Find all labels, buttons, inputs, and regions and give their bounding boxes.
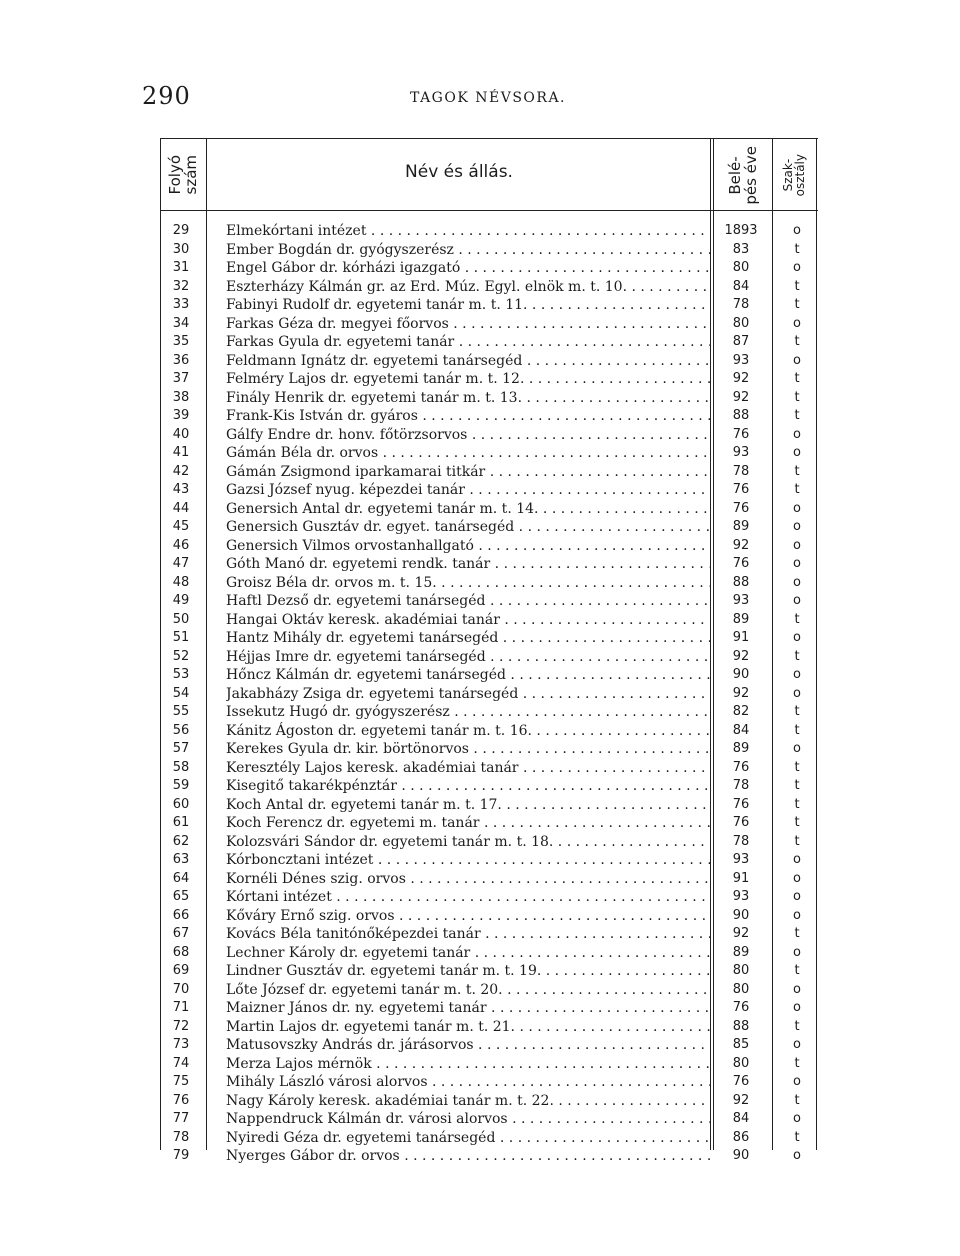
row-name: Gámán Zsigmond iparkamarai titkár . . . (226, 463, 710, 482)
row-section: t (794, 1018, 800, 1034)
row-year: 84 (732, 722, 750, 738)
row-name: Nyerges Gábor dr. orvos . . . (226, 1147, 710, 1166)
table-row (160, 925, 818, 944)
row-number: 51 (172, 630, 190, 645)
row-number: 44 (172, 500, 190, 516)
row-year: 88 (732, 1018, 750, 1034)
row-number: 36 (172, 352, 190, 368)
row-name: Farkas Gyula dr. egyetemi tanár . . . (226, 333, 710, 352)
row-number: 61 (172, 815, 190, 830)
row-section: o (793, 352, 801, 368)
row-year: 93 (732, 352, 750, 368)
row-name: Farkas Géza dr. megyei főorvos . . . (226, 315, 710, 334)
row-section: t (794, 482, 800, 497)
table-row (160, 870, 818, 889)
row-section: t (794, 1055, 800, 1071)
row-year: 80 (732, 963, 750, 978)
row-number: 77 (172, 1111, 190, 1126)
row-section: o (793, 315, 801, 331)
row-year: 76 (732, 482, 750, 497)
row-section: o (793, 1148, 801, 1163)
row-section: t (794, 778, 800, 793)
column-header-serial-label: Folyó szám (166, 155, 200, 195)
table-row (160, 685, 818, 704)
row-section: o (793, 519, 801, 534)
table-row (160, 1055, 818, 1074)
row-number: 78 (172, 1129, 190, 1145)
row-year: 76 (732, 426, 750, 442)
row-number: 41 (172, 445, 190, 460)
table-row (160, 796, 818, 815)
row-number: 38 (172, 389, 190, 405)
row-number: 29 (172, 223, 190, 238)
table-row (160, 407, 818, 426)
table-row (160, 981, 818, 1000)
member-table (160, 138, 818, 1164)
table-row (160, 518, 818, 537)
row-name: Jakabházy Zsiga dr. egyetemi tanársegéd . . . (226, 685, 710, 704)
row-number: 57 (172, 741, 190, 756)
row-section: t (794, 334, 800, 349)
row-year: 84 (732, 278, 750, 294)
row-year: 78 (732, 297, 750, 312)
row-year: 92 (732, 648, 750, 664)
row-name: Fabinyi Rudolf dr. egyetemi tanár m. t. 11. . . . (226, 296, 710, 315)
row-name: Hangai Oktáv keresk. akadémiai tanár . . . (226, 611, 710, 630)
row-name: Matusovszky András dr. járásorvos . . . (226, 1036, 710, 1055)
row-name: Kisegitő takarékpénztár . . . (226, 777, 710, 796)
row-section: o (793, 260, 801, 275)
row-section: t (794, 611, 800, 627)
row-name: Kerekes Gyula dr. kir. börtönorvos . . . (226, 740, 710, 759)
row-name: Hőncz Kálmán dr. egyetemi tanársegéd . . . (226, 666, 710, 685)
table-rule-header (160, 210, 818, 211)
table-row (160, 555, 818, 574)
table-row (160, 1110, 818, 1129)
row-year: 85 (732, 1037, 750, 1052)
row-section: o (793, 870, 801, 886)
row-year: 76 (732, 759, 750, 775)
row-number: 45 (172, 519, 190, 534)
row-year: 92 (732, 1092, 750, 1108)
row-name: Gámán Béla dr. orvos . . . (226, 444, 710, 463)
row-number: 65 (172, 889, 190, 904)
row-year: 90 (732, 907, 750, 923)
row-year: 76 (732, 1000, 750, 1015)
row-name: Kórtani intézet . . . (226, 888, 710, 907)
row-section: o (793, 500, 801, 516)
table-rule-top (160, 138, 818, 139)
table-row (160, 814, 818, 833)
row-name: Feldmann Ignátz dr. egyetemi tanársegéd . . . (226, 352, 710, 371)
row-section: t (794, 963, 800, 978)
table-row (160, 944, 818, 963)
row-name: Ember Bogdán dr. gyógyszerész . . . (226, 241, 710, 260)
row-name: Nappendruck Kálmán dr. városi alorvos . . . (226, 1110, 710, 1129)
row-section: o (793, 685, 801, 701)
row-number: 39 (172, 408, 190, 423)
row-year: 78 (732, 463, 750, 479)
row-number: 58 (172, 759, 190, 775)
row-number: 46 (172, 537, 190, 553)
row-number: 35 (172, 334, 190, 349)
row-name: Gazsi József nyug. képezdei tanár . . . (226, 481, 710, 500)
row-section: t (794, 722, 800, 738)
table-row (160, 703, 818, 722)
table-row (160, 389, 818, 408)
row-name: Lechner Károly dr. egyetemi tanár . . . (226, 944, 710, 963)
row-section: o (793, 445, 801, 460)
row-number: 72 (172, 1018, 190, 1034)
row-number: 56 (172, 722, 190, 738)
table-row (160, 426, 818, 445)
table-row (160, 851, 818, 870)
table-row (160, 962, 818, 981)
column-header-joined (714, 146, 772, 204)
row-section: t (794, 389, 800, 405)
row-number: 54 (172, 685, 190, 701)
row-name: Genersich Gusztáv dr. egyet. tanársegéd . . . (226, 518, 710, 537)
row-number: 62 (172, 833, 190, 849)
row-name: Maizner János dr. ny. egyetemi tanár . . . (226, 999, 710, 1018)
row-number: 73 (172, 1037, 190, 1052)
running-title: TAGOK NÉVSORA. (410, 90, 567, 106)
table-row (160, 1073, 818, 1092)
row-name: Kórboncztani intézet . . . (226, 851, 710, 870)
row-name: Frank-Kis István dr. gyáros . . . (226, 407, 710, 426)
table-row (160, 500, 818, 519)
row-number: 71 (172, 1000, 190, 1015)
row-number: 75 (172, 1074, 190, 1089)
row-year: 76 (732, 796, 750, 812)
table-row (160, 574, 818, 593)
row-year: 92 (732, 389, 750, 405)
column-header-joined-label: Belé- pés éve (726, 145, 760, 205)
row-year: 89 (732, 944, 750, 960)
row-number: 31 (172, 260, 190, 275)
row-section: o (793, 556, 801, 571)
row-number: 69 (172, 963, 190, 978)
row-name: Felméry Lajos dr. egyetemi tanár m. t. 12. . . . (226, 370, 710, 389)
row-section: o (793, 223, 801, 238)
row-year: 92 (732, 685, 750, 701)
row-number: 47 (172, 556, 190, 571)
row-section: o (793, 889, 801, 904)
row-number: 34 (172, 315, 190, 331)
row-year: 89 (732, 611, 750, 627)
row-section: t (794, 278, 800, 294)
table-row (160, 907, 818, 926)
row-name: Hantz Mihály dr. egyetemi tanársegéd . . . (226, 629, 710, 648)
row-section: o (793, 981, 801, 997)
row-number: 48 (172, 574, 190, 590)
row-section: o (793, 1074, 801, 1089)
row-name: Kovács Béla tanitónőképezdei tanár . . . (226, 925, 710, 944)
row-name: Héjjas Imre dr. egyetemi tanársegéd . . . (226, 648, 710, 667)
table-row (160, 333, 818, 352)
row-year: 92 (732, 371, 750, 386)
table-row (160, 759, 818, 778)
row-name: Eszterházy Kálmán gr. az Erd. Múz. Egyl. elnök m. t. 10. . . . (226, 278, 710, 297)
table-row (160, 777, 818, 796)
row-year: 86 (732, 1129, 750, 1145)
table-row (160, 352, 818, 371)
row-section: t (794, 408, 800, 423)
row-name: Góth Manó dr. egyetemi rendk. tanár . . . (226, 555, 710, 574)
row-number: 52 (172, 648, 190, 664)
row-year: 84 (732, 1111, 750, 1126)
row-name: Issekutz Hugó dr. gyógyszerész . . . (226, 703, 710, 722)
row-year: 88 (732, 574, 750, 590)
row-name: Kőváry Ernő szig. orvos . . . (226, 907, 710, 926)
row-number: 33 (172, 297, 190, 312)
table-row (160, 370, 818, 389)
row-number: 79 (172, 1148, 190, 1163)
row-number: 64 (172, 870, 190, 886)
table-row (160, 296, 818, 315)
row-year: 91 (732, 870, 750, 886)
row-name: Merza Lajos mérnök . . . (226, 1055, 710, 1074)
row-year: 80 (732, 260, 750, 275)
table-row (160, 722, 818, 741)
row-number: 32 (172, 278, 190, 294)
row-name: Kornéli Dénes szig. orvos . . . (226, 870, 710, 889)
row-name: Martin Lajos dr. egyetemi tanár m. t. 21. . . . (226, 1018, 710, 1037)
table-row (160, 537, 818, 556)
row-year: 78 (732, 778, 750, 793)
row-section: t (794, 796, 800, 812)
row-name: Keresztély Lajos keresk. akadémiai tanár . . . (226, 759, 710, 778)
row-section: t (794, 926, 800, 941)
row-section: t (794, 704, 800, 719)
row-number: 53 (172, 667, 190, 682)
table-row (160, 481, 818, 500)
row-name: Haftl Dezső dr. egyetemi tanársegéd . . . (226, 592, 710, 611)
row-number: 50 (172, 611, 190, 627)
row-year: 93 (732, 852, 750, 867)
row-year: 76 (732, 556, 750, 571)
table-row (160, 463, 818, 482)
row-number: 42 (172, 463, 190, 479)
row-year: 92 (732, 926, 750, 941)
row-number: 68 (172, 944, 190, 960)
row-section: t (794, 815, 800, 830)
row-year: 89 (732, 519, 750, 534)
table-row (160, 241, 818, 260)
table-row (160, 592, 818, 611)
table-row (160, 278, 818, 297)
row-number: 37 (172, 371, 190, 386)
row-year: 93 (732, 889, 750, 904)
table-row (160, 1092, 818, 1111)
table-row (160, 666, 818, 685)
row-name: Koch Ferencz dr. egyetemi m. tanár . . . (226, 814, 710, 833)
row-year: 78 (732, 833, 750, 849)
table-row (160, 315, 818, 334)
row-number: 74 (172, 1055, 190, 1071)
row-number: 55 (172, 704, 190, 719)
table-row (160, 648, 818, 667)
row-section: o (793, 667, 801, 682)
table-row (160, 1129, 818, 1148)
row-number: 40 (172, 426, 190, 442)
table-body (160, 222, 818, 1166)
row-number: 60 (172, 796, 190, 812)
table-row (160, 259, 818, 278)
row-name: Gálfy Endre dr. honv. főtörzsorvos . . . (226, 426, 710, 445)
column-header-section (772, 146, 816, 204)
row-section: o (793, 574, 801, 590)
row-section: t (794, 1092, 800, 1108)
row-section: t (794, 371, 800, 386)
row-name: Lindner Gusztáv dr. egyetemi tanár m. t. 19. . . . (226, 962, 710, 981)
row-section: o (793, 741, 801, 756)
table-row (160, 222, 818, 241)
row-section: t (794, 1129, 800, 1145)
row-number: 66 (172, 907, 190, 923)
table-row (160, 999, 818, 1018)
row-year: 87 (732, 334, 750, 349)
table-row (160, 1018, 818, 1037)
row-year: 80 (732, 315, 750, 331)
column-header-name: Név és állás. (405, 162, 513, 182)
row-section: o (793, 537, 801, 553)
row-name: Kánitz Ágoston dr. egyetemi tanár m. t. 16. . . . (226, 722, 710, 741)
row-year: 76 (732, 815, 750, 830)
row-year: 93 (732, 593, 750, 608)
row-section: o (793, 944, 801, 960)
table-row (160, 629, 818, 648)
row-section: o (793, 426, 801, 442)
row-number: 59 (172, 778, 190, 793)
row-section: t (794, 463, 800, 479)
table-row (160, 833, 818, 852)
row-name: Lőte József dr. egyetemi tanár m. t. 20. . . . (226, 981, 710, 1000)
row-name: Koch Antal dr. egyetemi tanár m. t. 17. . . . (226, 796, 710, 815)
row-number: 49 (172, 593, 190, 608)
row-year: 91 (732, 630, 750, 645)
row-name: Nagy Károly keresk. akadémiai tanár m. t. 22. . . . (226, 1092, 710, 1111)
row-year: 82 (732, 704, 750, 719)
row-section: t (794, 759, 800, 775)
row-year: 90 (732, 667, 750, 682)
row-year: 93 (732, 445, 750, 460)
row-name: Elmekórtani intézet . . . (226, 222, 710, 241)
row-section: t (794, 241, 800, 257)
row-name: Finály Henrik dr. egyetemi tanár m. t. 13. . . . (226, 389, 710, 408)
row-section: o (793, 1037, 801, 1052)
row-name: Engel Gábor dr. kórházi igazgató . . . (226, 259, 710, 278)
row-year: 80 (732, 981, 750, 997)
row-number: 63 (172, 852, 190, 867)
row-section: o (793, 1000, 801, 1015)
row-section: o (793, 907, 801, 923)
table-row (160, 444, 818, 463)
row-name: Mihály László városi alorvos . . . (226, 1073, 710, 1092)
row-year: 88 (732, 408, 750, 423)
row-year: 89 (732, 741, 750, 756)
row-number: 43 (172, 482, 190, 497)
row-year: 1893 (724, 223, 758, 238)
row-section: t (794, 833, 800, 849)
row-year: 83 (732, 241, 750, 257)
table-row (160, 611, 818, 630)
row-year: 92 (732, 537, 750, 553)
page-number: 290 (142, 82, 191, 110)
row-section: o (793, 1111, 801, 1126)
row-section: o (793, 852, 801, 867)
row-section: o (793, 593, 801, 608)
row-year: 90 (732, 1148, 750, 1163)
row-number: 67 (172, 926, 190, 941)
row-section: t (794, 297, 800, 312)
row-number: 76 (172, 1092, 190, 1108)
table-row (160, 1036, 818, 1055)
row-name: Genersich Antal dr. egyetemi tanár m. t. 14. . . . (226, 500, 710, 519)
row-section: o (793, 630, 801, 645)
row-number: 70 (172, 981, 190, 997)
row-name: Nyiredi Géza dr. egyetemi tanársegéd . . . (226, 1129, 710, 1148)
row-name: Groisz Béla dr. orvos m. t. 15. . . . (226, 574, 710, 593)
row-number: 30 (172, 241, 190, 257)
row-year: 80 (732, 1055, 750, 1071)
column-header-serial (160, 146, 206, 204)
row-year: 76 (732, 1074, 750, 1089)
row-name: Genersich Vilmos orvostanhallgató . . . (226, 537, 710, 556)
column-header-section-label: Szak- osztály (781, 153, 807, 197)
table-row (160, 888, 818, 907)
table-row (160, 740, 818, 759)
row-name: Kolozsvári Sándor dr. egyetemi tanár m. t. 18. . . . (226, 833, 710, 852)
table-row (160, 1147, 818, 1166)
row-section: t (794, 648, 800, 664)
row-year: 76 (732, 500, 750, 516)
